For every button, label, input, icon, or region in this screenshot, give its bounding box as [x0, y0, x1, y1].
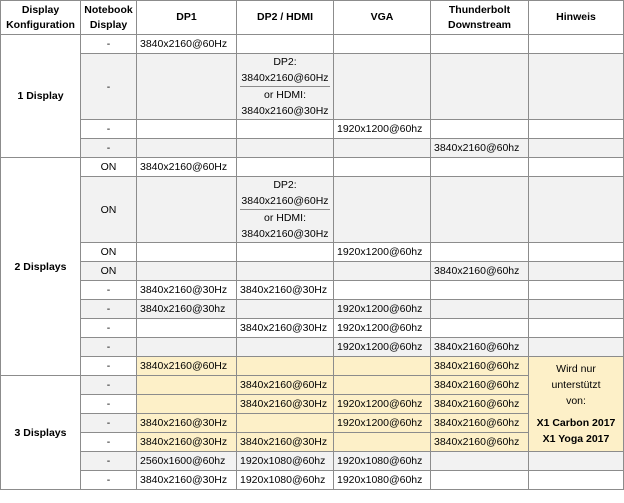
note-cell: [529, 338, 624, 357]
dp2-cell: [237, 120, 334, 139]
table-row: [1, 262, 624, 281]
table-row: [1, 158, 624, 177]
tb-cell: [431, 35, 529, 54]
notebook-cell: -: [81, 395, 137, 414]
note-cell: [529, 319, 624, 338]
vga-cell: [334, 54, 431, 120]
tb-cell: [431, 243, 529, 262]
note-x1-only: [529, 357, 624, 452]
dp2-stack-cell: [237, 54, 334, 120]
notebook-cell: ON: [81, 158, 137, 177]
dp2-cell: [237, 414, 334, 433]
note-cell: [529, 262, 624, 281]
hdmi-value: 3840x2160@30Hz: [241, 105, 329, 117]
note-cell: [529, 120, 624, 139]
dp1-cell: [137, 262, 237, 281]
vga-cell: [334, 158, 431, 177]
note-line2: unterstützt: [551, 379, 601, 391]
hdmi-label: or HDMI:: [240, 209, 330, 226]
dp1-cell: 3840x2160@30Hz: [137, 471, 237, 490]
tb-cell: [431, 471, 529, 490]
tb-cell: [431, 158, 529, 177]
notebook-cell: -: [81, 433, 137, 452]
dp1-cell: [137, 243, 237, 262]
dp1-cell: 3840x2160@30hz: [137, 300, 237, 319]
dp1-cell: 3840x2160@60Hz: [137, 357, 237, 376]
header-display-config: Display Konfiguration: [1, 1, 81, 35]
dp1-cell: 2560x1600@60hz: [137, 452, 237, 471]
header-notebook-display: Notebook Display: [81, 1, 137, 35]
table-row: [1, 357, 624, 376]
header-thunderbolt: Thunderbolt Downstream: [431, 1, 529, 35]
dp1-cell: 3840x2160@30Hz: [137, 414, 237, 433]
dp2-value: 3840x2160@60Hz: [241, 195, 329, 207]
vga-cell: 1920x1200@60hz: [334, 319, 431, 338]
dp2-cell: 3840x2160@30Hz: [237, 281, 334, 300]
vga-cell: [334, 357, 431, 376]
hdmi-value: 3840x2160@30Hz: [241, 228, 329, 240]
notebook-cell: -: [81, 452, 137, 471]
tb-cell: 3840x2160@60hz: [431, 376, 529, 395]
table-row: [1, 300, 624, 319]
dp2-cell: [237, 158, 334, 177]
group-1-display: 1 Display: [1, 35, 81, 158]
tb-cell: [431, 54, 529, 120]
tb-cell: 3840x2160@60hz: [431, 139, 529, 158]
dp2-cell: [237, 357, 334, 376]
note-cell: [529, 300, 624, 319]
table-row: [1, 319, 624, 338]
tb-cell: 3840x2160@60hz: [431, 262, 529, 281]
notebook-cell: ON: [81, 243, 137, 262]
dp2-stack-cell: [237, 177, 334, 243]
tb-cell: [431, 319, 529, 338]
dp2-cell: 3840x2160@30Hz: [237, 395, 334, 414]
header-dp2-hdmi: DP2 / HDMI: [237, 1, 334, 35]
vga-cell: 1920x1200@60hz: [334, 338, 431, 357]
notebook-cell: -: [81, 376, 137, 395]
vga-cell: [334, 139, 431, 158]
tb-cell: 3840x2160@60hz: [431, 414, 529, 433]
dp1-cell: [137, 177, 237, 243]
note-line3: von:: [566, 395, 586, 407]
notebook-cell: -: [81, 319, 137, 338]
tb-cell: 3840x2160@60hz: [431, 395, 529, 414]
notebook-cell: -: [81, 357, 137, 376]
tb-cell: [431, 452, 529, 471]
vga-cell: 1920x1200@60hz: [334, 243, 431, 262]
dp2-cell: 1920x1080@60hz: [237, 452, 334, 471]
notebook-cell: -: [81, 54, 137, 120]
dp1-cell: [137, 139, 237, 158]
dp2-cell: 3840x2160@30Hz: [237, 319, 334, 338]
note-cell: [529, 139, 624, 158]
vga-cell: [334, 262, 431, 281]
dp1-cell: 3840x2160@60Hz: [137, 158, 237, 177]
dp2-cell: [237, 139, 334, 158]
dp2-value: 3840x2160@60Hz: [241, 72, 329, 84]
note-model-x1-carbon: X1 Carbon 2017: [536, 417, 616, 429]
header-dp1: DP1: [137, 1, 237, 35]
note-cell: [529, 471, 624, 490]
dp1-cell: [137, 319, 237, 338]
tb-cell: [431, 300, 529, 319]
notebook-cell: -: [81, 414, 137, 433]
notebook-cell: -: [81, 338, 137, 357]
table-row: [1, 35, 624, 54]
vga-cell: 1920x1200@60hz: [334, 120, 431, 139]
group-2-displays: 2 Displays: [1, 158, 81, 376]
vga-cell: [334, 433, 431, 452]
table-row: [1, 177, 624, 243]
header-row: [1, 1, 624, 35]
notebook-cell: ON: [81, 177, 137, 243]
notebook-cell: -: [81, 35, 137, 54]
dp1-cell: 3840x2160@60Hz: [137, 35, 237, 54]
dp2-cell: [237, 262, 334, 281]
group-3-displays: 3 Displays: [1, 376, 81, 490]
vga-cell: 1920x1200@60hz: [334, 300, 431, 319]
table-row: [1, 243, 624, 262]
note-cell: [529, 54, 624, 120]
dp1-cell: 3840x2160@30Hz: [137, 281, 237, 300]
table-row: [1, 54, 624, 120]
dp1-cell: [137, 120, 237, 139]
notebook-cell: -: [81, 281, 137, 300]
dp2-cell: 3840x2160@60Hz: [237, 376, 334, 395]
notebook-cell: -: [81, 300, 137, 319]
tb-cell: [431, 120, 529, 139]
table-row: [1, 139, 624, 158]
table-row: [1, 281, 624, 300]
dp1-cell: [137, 395, 237, 414]
note-cell: [529, 281, 624, 300]
dp2-cell: [237, 338, 334, 357]
dp1-cell: [137, 338, 237, 357]
note-cell: [529, 35, 624, 54]
vga-cell: [334, 35, 431, 54]
table-row: [1, 338, 624, 357]
table-row: [1, 452, 624, 471]
note-cell: [529, 158, 624, 177]
notebook-cell: ON: [81, 262, 137, 281]
note-cell: [529, 177, 624, 243]
dp2-cell: [237, 300, 334, 319]
dp2-cell: 1920x1080@60hz: [237, 471, 334, 490]
table-row: [1, 120, 624, 139]
dp2-cell: [237, 243, 334, 262]
tb-cell: [431, 281, 529, 300]
tb-cell: 3840x2160@60hz: [431, 357, 529, 376]
header-note: Hinweis: [529, 1, 624, 35]
vga-cell: 1920x1080@60hz: [334, 452, 431, 471]
vga-cell: 1920x1080@60hz: [334, 471, 431, 490]
dp2-cell: 3840x2160@30Hz: [237, 433, 334, 452]
table-row: [1, 471, 624, 490]
tb-cell: 3840x2160@60hz: [431, 338, 529, 357]
dp2-label: DP2:: [273, 179, 297, 191]
note-model-x1-yoga: X1 Yoga 2017: [542, 433, 610, 445]
header-vga: VGA: [334, 1, 431, 35]
note-cell: [529, 243, 624, 262]
vga-cell: 1920x1200@60hz: [334, 395, 431, 414]
notebook-cell: -: [81, 139, 137, 158]
vga-cell: 1920x1200@60hz: [334, 414, 431, 433]
vga-cell: [334, 376, 431, 395]
tb-cell: [431, 177, 529, 243]
vga-cell: [334, 281, 431, 300]
notebook-cell: -: [81, 471, 137, 490]
vga-cell: [334, 177, 431, 243]
note-line1: Wird nur: [556, 363, 596, 375]
note-cell: [529, 452, 624, 471]
dp1-cell: [137, 376, 237, 395]
dp2-label: DP2:: [273, 56, 297, 68]
notebook-cell: -: [81, 120, 137, 139]
dp1-cell: 3840x2160@30Hz: [137, 433, 237, 452]
dp1-cell: [137, 54, 237, 120]
hdmi-label: or HDMI:: [240, 86, 330, 103]
dp2-cell: [237, 35, 334, 54]
tb-cell: 3840x2160@60hz: [431, 433, 529, 452]
